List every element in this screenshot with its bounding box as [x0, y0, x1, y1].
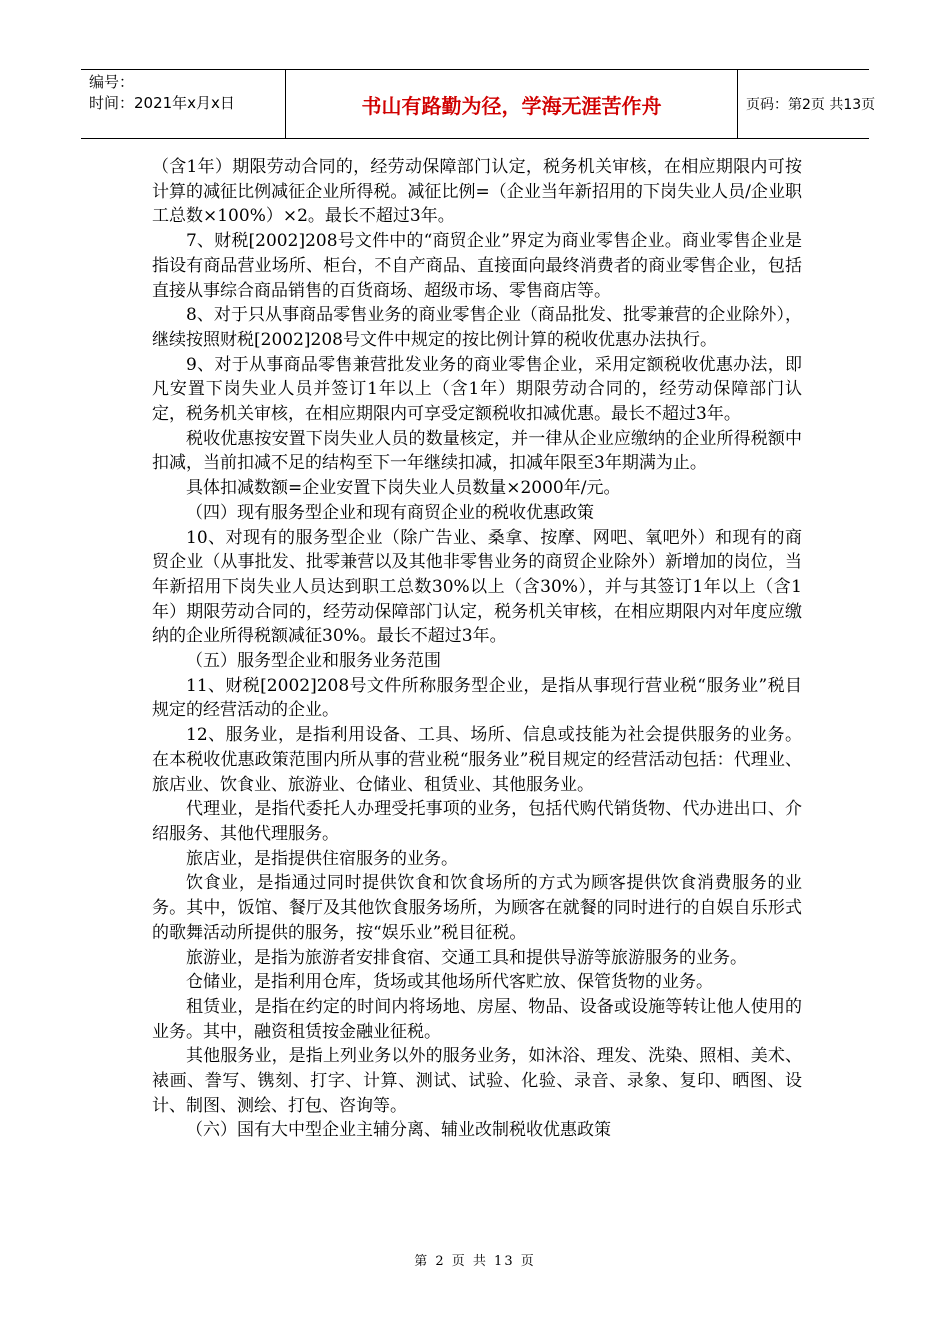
paragraph: 仓储业，是指利用仓库，货场或其他场所代客贮放、保管货物的业务。	[186, 972, 713, 993]
paragraph: 具体扣减数额=企业安置下岗失业人员数量×2000年/元。	[186, 478, 621, 499]
document-body	[152, 155, 802, 1143]
paragraph: 11、财税[2002]208号文件所称服务型企业，是指从事现行营业税“服务业”税目规定的经营活动的企业。	[152, 675, 802, 721]
paragraph: 其他服务业，是指上列业务以外的服务业务，如沐浴、理发、洗染、照相、美术、裱画、誊写、镌刻、打字、计算、测试、试验、化验、录音、录象、复印、晒图、设计、制图、测绘、打包、咨询等。	[152, 1046, 802, 1116]
paragraph: 12、服务业，是指利用设备、工具、场所、信息或技能为社会提供服务的业务。在本税收优惠政策范围内所从事的营业税“服务业”税目规定的经营活动包括：代理业、旅店业、饮食业、旅游业、仓储业、租赁业、其他服务业。	[152, 725, 802, 795]
page-header	[81, 69, 876, 139]
page-footer: 第 2 页 共 13 页	[414, 1254, 536, 1269]
paragraph: 10、对现有的服务型企业（除广告业、桑拿、按摩、网吧、氧吧外）和现有的商贸企业（从事批发、批零兼营以及其他非零售业务的商贸企业除外）新增加的岗位，当年新招用下岗失业人员达到职工总数30%以上（含30%），并与其签订1年以上（含1年）期限劳动合同的，经劳动保障部门认定，税务机关审核，在相应期限内对年度应缴纳的企业所得税额减征30%。最长不超过3年。	[152, 527, 802, 647]
header-meta	[81, 70, 286, 138]
paragraph: 代理业，是指代委托人办理受托事项的业务，包括代购代销货物、代办进出口、介绍服务、其他代理服务。	[152, 799, 802, 844]
paragraph: 旅店业，是指提供住宿服务的业务。	[186, 848, 458, 869]
document-date: 时间：2021年x月x日	[89, 94, 235, 112]
paragraph: （四）现有服务型企业和现有商贸企业的税收优惠政策	[186, 502, 594, 523]
paragraph: 租赁业，是指在约定的时间内将场地、房屋、物品、设备或设施等转让他人使用的业务。其中，融资租赁按金融业征税。	[152, 996, 802, 1042]
paragraph: （含1年）期限劳动合同的，经劳动保障部门认定，税务机关审核，在相应期限内可按计算的减征比例减征企业所得税。减征比例=（企业当年新招用的下岗失业人员/企业职工总数×100%）×2。最长不超过3年。	[152, 157, 802, 227]
paragraph: 税收优惠按安置下岗失业人员的数量核定，并一律从企业应缴纳的企业所得税额中扣减，当前扣减不足的结构至下一年继续扣减，扣减年限至3年期满为止。	[152, 428, 802, 474]
paragraph: 饮食业，是指通过同时提供饮食和饮食场所的方式为顾客提供饮食消费服务的业务。其中，饭馆、餐厅及其他饮食服务场所，为顾客在就餐的同时进行的自娱自乐形式的歌舞活动所提供的服务，按“娱乐业”税目征税。	[152, 873, 802, 943]
header-motto: 书山有路勤为径，学海无涯苦作舟	[286, 70, 738, 138]
paragraph: （五）服务型企业和服务业务范围	[186, 651, 441, 672]
paragraph: 9、对于从事商品零售兼营批发业务的商业零售企业，采用定额税收优惠办法，即凡安置下岗失业人员并签订1年以上（含1年）期限劳动合同的，经劳动保障部门认定，税务机关审核，在相应期限内可享受定额税收扣减优惠。最长不超过3年。	[152, 354, 802, 425]
header-page-info: 页码：第2页 共13页	[746, 97, 876, 113]
paragraph: 8、对于只从事商品零售业务的商业零售企业（商品批发、批零兼营的企业除外），继续按照财税[2002]208号文件中规定的按比例计算的税收优惠办法执行。	[152, 305, 802, 350]
paragraph: 旅游业，是指为旅游者安排食宿、交通工具和提供导游等旅游服务的业务。	[186, 947, 747, 968]
paragraph: 7、财税[2002]208号文件中的“商贸企业”界定为商业零售企业。商业零售企业是指设有商品营业场所、柜台，不自产商品、直接面向最终消费者的商业零售企业，包括直接从事综合商品销售的百货商场、超级市场、零售商店等。	[152, 231, 802, 301]
document-number-label: 编号：	[89, 73, 135, 91]
paragraph: （六）国有大中型企业主辅分离、辅业改制税收优惠政策	[186, 1120, 611, 1141]
